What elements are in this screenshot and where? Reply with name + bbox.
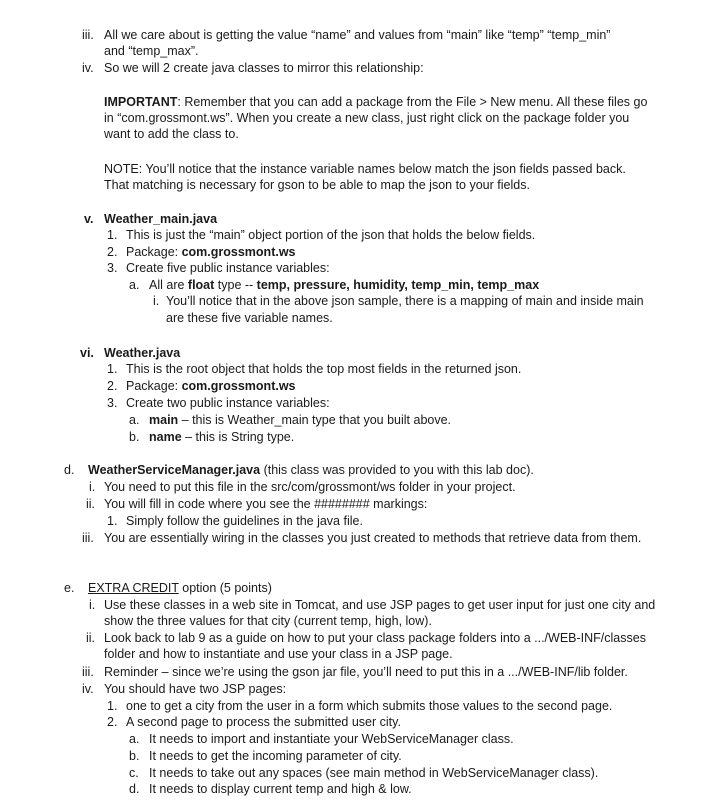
text-line: So we will 2 create java classes to mirror this relationship: — [104, 61, 424, 75]
text-line: and “temp_max”. — [104, 44, 199, 58]
text-line: You’ll notice that in the above json sample, there is a mapping of main and inside main — [166, 294, 644, 308]
list-marker: d. — [129, 782, 140, 796]
list-marker: a. — [129, 413, 140, 427]
text-line: Package: com.grossmont.ws — [126, 379, 296, 393]
list-marker: 2. — [107, 715, 118, 729]
section-title: Weather.java — [104, 346, 181, 360]
list-marker: vi. — [80, 346, 94, 360]
text-line: It needs to display current temp and high & low. — [149, 782, 412, 796]
text-line: Look back to lab 9 as a guide on how to put your class package folders into a .../WEB-INF/classes — [104, 631, 646, 645]
text-line: main – this is Weather_main type that you built above. — [149, 413, 452, 427]
list-marker: iii. — [82, 531, 94, 545]
text-line: It needs to take out any spaces (see main method in WebServiceManager class). — [149, 766, 599, 780]
text-line: folder and how to instantiate and use your class in a JSP page. — [104, 647, 453, 661]
important-text: : Remember that you can add a package from the File > New menu. All these files go — [177, 95, 648, 109]
text-line: You are essentially wiring in the classes you just created to methods that retrieve data from them. — [104, 531, 642, 545]
text-line: That matching is necessary for gson to be able to map the json to your fields. — [104, 178, 530, 192]
list-marker: b. — [129, 430, 140, 444]
text-line: All are float type -- temp, pressure, humidity, temp_min, temp_max — [149, 278, 540, 292]
text-line: This is the root object that holds the top most fields in the returned json. — [126, 362, 522, 376]
section-title: EXTRA CREDIT option (5 points) — [88, 581, 272, 595]
list-marker: 3. — [107, 261, 118, 275]
list-marker: i. — [153, 294, 160, 308]
list-marker: 1. — [107, 699, 118, 713]
text-line: in “com.grossmont.ws”. When you create a new class, just right click on the package folder you — [104, 111, 630, 125]
text-line: It needs to get the incoming parameter of city. — [149, 749, 402, 763]
text-line: one to get a city from the user in a form which submits those values to the second page. — [126, 699, 613, 713]
important-line — [104, 94, 647, 110]
list-marker: ii. — [86, 497, 96, 511]
text-line: You should have two JSP pages: — [104, 682, 287, 696]
text-line: show the three values for that city (current temp, high, low). — [104, 614, 432, 628]
text-line: You will fill in code where you see the ######## markings: — [104, 497, 428, 511]
list-marker: v. — [84, 212, 94, 226]
list-marker: ii. — [86, 631, 96, 645]
text-line: This is just the “main” object portion of the json that holds the below fields. — [126, 228, 536, 242]
list-marker: 1. — [107, 362, 118, 376]
list-marker: iv. — [82, 682, 94, 696]
list-marker: i. — [89, 598, 96, 612]
text-line: Simply follow the guidelines in the java file. — [126, 514, 363, 528]
list-marker: c. — [129, 766, 139, 780]
text-line: name – this is String type. — [149, 430, 295, 444]
list-marker: 2. — [107, 245, 118, 259]
text-line: A second page to process the submitted user city. — [126, 715, 401, 729]
section-title: WeatherServiceManager.java (this class was provided to you with this lab doc). — [88, 463, 534, 477]
list-marker: a. — [129, 278, 140, 292]
section-title: Weather_main.java — [104, 212, 218, 226]
text-line: Reminder – since we’re using the gson jar file, you’ll need to put this in a .../WEB-INF/lib folder. — [104, 665, 628, 679]
list-marker: 1. — [107, 228, 118, 242]
text-line: are these five variable names. — [166, 311, 333, 325]
list-marker: iii. — [82, 665, 94, 679]
important-label: IMPORTANT — [104, 95, 178, 109]
list-marker: a. — [129, 732, 140, 746]
text-line: want to add the class to. — [104, 127, 239, 141]
list-marker: iv. — [82, 61, 94, 75]
list-marker: i. — [89, 480, 96, 494]
text-line: Package: com.grossmont.ws — [126, 245, 296, 259]
text-line: You need to put this file in the src/com/grossmont/ws folder in your project. — [104, 480, 516, 494]
list-marker: d. — [64, 463, 75, 477]
list-marker: 2. — [107, 379, 118, 393]
text-line: All we care about is getting the value “name” and values from “main” like “temp” “temp_min” — [104, 28, 611, 42]
list-marker: e. — [64, 581, 75, 595]
list-marker: 3. — [107, 396, 118, 410]
text-line: Create five public instance variables: — [126, 261, 330, 275]
text-line: Use these classes in a web site in Tomcat, and use JSP pages to get user input for just one city and — [104, 598, 656, 612]
list-marker: iii. — [82, 28, 94, 42]
text-line: Create two public instance variables: — [126, 396, 330, 410]
list-marker: b. — [129, 749, 140, 763]
text-line: It needs to import and instantiate your WebServiceManager class. — [149, 732, 514, 746]
list-marker: 1. — [107, 514, 118, 528]
note-line: NOTE: You’ll notice that the instance variable names below match the json fields passed back. — [104, 162, 626, 176]
